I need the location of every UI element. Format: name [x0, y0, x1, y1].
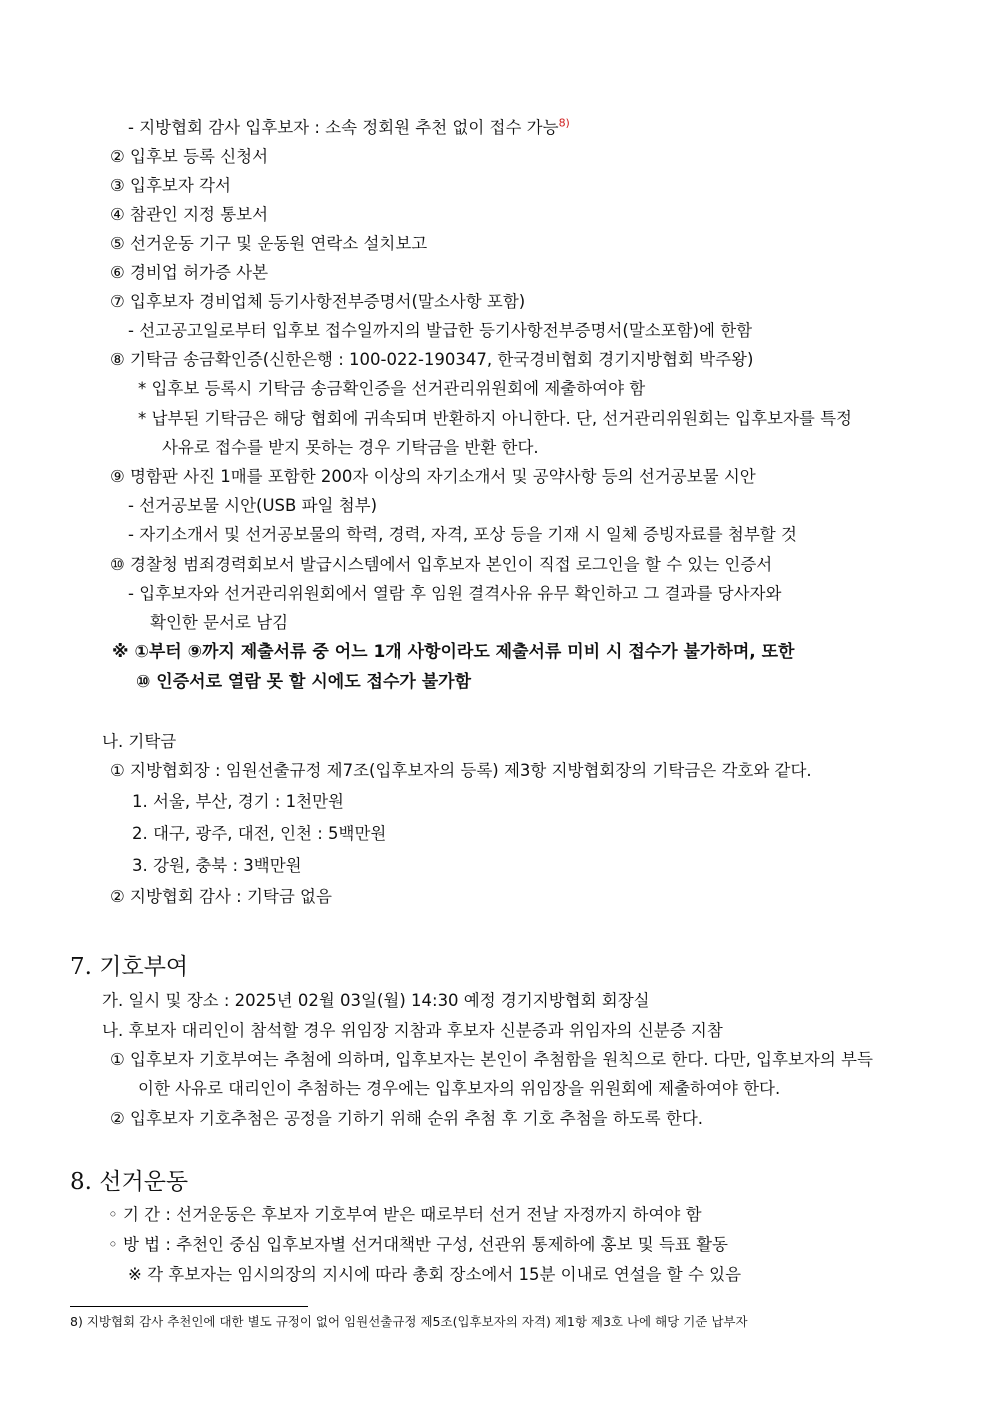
symbol-lottery-rule-cont: 이한 사유로 대리인이 추첨하는 경우에는 입후보자의 위임장을 위원회에 제출하여야 한다.: [138, 1079, 781, 1098]
symbol-date-place: 가. 일시 및 장소 : 2025년 02월 03일(월) 14:30 예정 경기지방협회 회장실: [102, 991, 650, 1010]
deposit-tier-1: 1. 서울, 부산, 경기 : 1천만원: [132, 792, 344, 811]
deposit-chairman: ① 지방협회장 : 임원선출규정 제7조(입후보자의 등록) 제3항 지방협회장의 기탁금은 각호와 같다.: [110, 761, 812, 780]
section-heading-7: 7. 기호부여: [70, 954, 189, 980]
deposit-tier-2: 2. 대구, 광주, 대전, 인천 : 5백만원: [132, 824, 387, 843]
symbol-proxy: 나. 후보자 대리인이 참석할 경우 위임장 지참과 후보자 신분증과 위임자의 신분증 지참: [102, 1021, 723, 1040]
item-campaign-office: ⑤ 선거운동 기구 및 운동원 연락소 설치보고: [110, 234, 428, 253]
campaign-period: ◦ 기 간 : 선거운동은 후보자 기호부여 받은 때로부터 선거 전날 자정까지 하여야 함: [108, 1205, 702, 1224]
item-registry-cert: ⑦ 입후보자 경비업체 등기사항전부증명서(말소사항 포함): [110, 292, 526, 311]
item-registration-form: ② 입후보 등록 신청서: [110, 147, 269, 166]
item-license-copy: ⑥ 경비업 허가증 사본: [110, 263, 269, 282]
item-deposit-note-2-cont: 사유로 접수를 받지 못하는 경우 기탁금을 반환 한다.: [162, 438, 539, 457]
section-heading-8: 8. 선거운동: [70, 1169, 189, 1195]
item-registry-cert-note: - 선고공고일로부터 입후보 접수일까지의 발급한 등기사항전부증명서(말소포함)에 한함: [128, 321, 753, 340]
campaign-method: ◦ 방 법 : 추천인 중심 입후보자별 선거대책반 구성, 선관위 통제하에 홍보 및 득표 활동: [108, 1235, 728, 1254]
symbol-lottery-rule: ① 입후보자 기호부여는 추첨에 의하며, 입후보자는 본인이 추첨함을 원칙으로 한다. 다만, 입후보자의 부득: [110, 1050, 873, 1069]
footnote-ref[interactable]: 8): [558, 116, 570, 130]
footnote-8: 8) 지방협회 감사 추천인에 대한 별도 규정이 없어 임원선출규정 제5조(입후보자의 자격) 제1항 제3호 나에 해당 기준 납부자: [70, 1314, 748, 1329]
deposit-auditor: ② 지방협회 감사 : 기탁금 없음: [110, 887, 332, 906]
item-campaign-material: ⑨ 명함판 사진 1매를 포함한 200자 이상의 자기소개서 및 공약사항 등의 선거공보물 시안: [110, 467, 756, 486]
item-criminal-record-cert: ⑩ 경찰청 범죄경력회보서 발급시스템에서 입후보자 본인이 직접 로그인을 할 수 있는 인증서: [110, 555, 773, 574]
subsection-deposit: 나. 기탁금: [102, 732, 177, 751]
notice-submission-cont: ⑩ 인증서로 열람 못 할 시에도 접수가 불가함: [136, 672, 471, 692]
item-deposit-note-1: * 입후보 등록시 기탁금 송금확인증을 선거관리위원회에 제출하여야 함: [138, 379, 646, 398]
footnote-divider: [70, 1306, 308, 1307]
campaign-speech-note: ※ 각 후보자는 임시의장의 지시에 따라 총회 장소에서 15분 이내로 연설을 할 수 있음: [128, 1265, 742, 1284]
item-criminal-record-note-cont: 확인한 문서로 남김: [150, 613, 289, 632]
item-criminal-record-note: - 입후보자와 선거관리위원회에서 열람 후 임원 결격사유 유무 확인하고 그 결과를 당사자와: [128, 584, 782, 603]
item-observer-notice: ④ 참관인 지정 통보서: [110, 205, 269, 224]
item-text: - 지방협회 감사 입후보자 : 소속 정회원 추천 없이 접수 가능: [128, 118, 559, 137]
item-deposit-note-2: * 납부된 기탁금은 해당 협회에 귀속되며 반환하지 아니한다. 단, 선거관리위원회는 입후보자를 특정: [138, 409, 852, 428]
item-pledge: ③ 입후보자 각서: [110, 176, 231, 195]
item-deposit-receipt: ⑧ 기탁금 송금확인증(신한은행 : 100-022-190347, 한국경비협회 경기지방협회 박주왕): [110, 350, 754, 369]
item-campaign-material-proof: - 자기소개서 및 선거공보물의 학력, 경력, 자격, 포상 등을 기재 시 일체 증빙자료를 첨부할 것: [128, 525, 797, 544]
symbol-lottery-order: ② 입후보자 기호추첨은 공정을 기하기 위해 순위 추첨 후 기호 추첨을 하도록 한다.: [110, 1109, 704, 1128]
notice-submission: ※ ①부터 ⑨까지 제출서류 중 어느 1개 사항이라도 제출서류 미비 시 접수가 불가하며, 또한: [112, 642, 795, 662]
item-audit-candidate: [128, 117, 570, 139]
deposit-tier-3: 3. 강원, 충북 : 3백만원: [132, 856, 302, 875]
item-campaign-material-usb: - 선거공보물 시안(USB 파일 첨부): [128, 496, 378, 515]
